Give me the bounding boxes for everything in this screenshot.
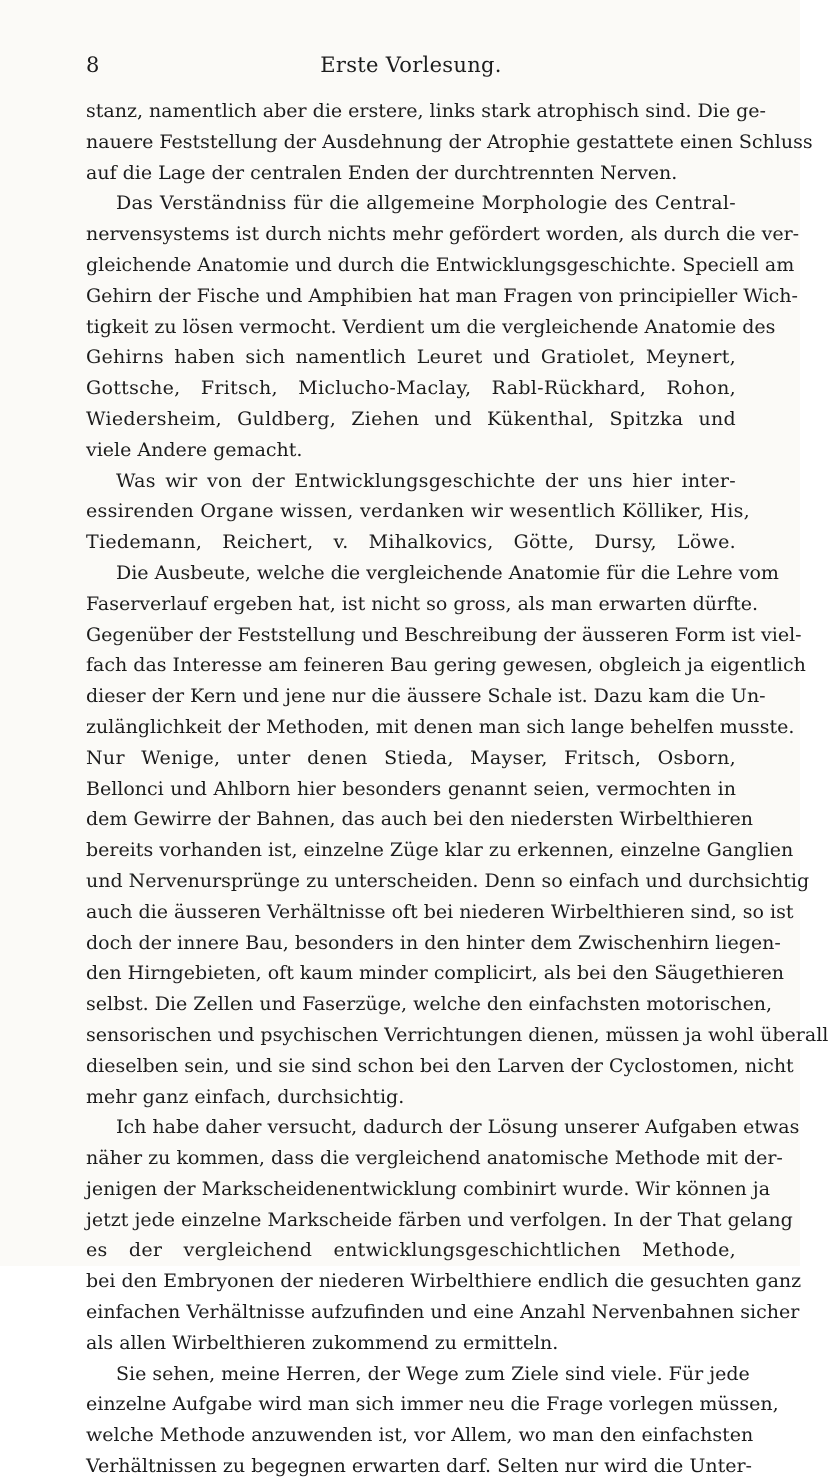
- text-line: es der vergleichend entwicklungsgeschichtlichen Methode,: [86, 1239, 736, 1262]
- text-line: gleichende Anatomie und durch die Entwicklungsgeschichte. Speciell am: [86, 253, 795, 276]
- text-line: einzelne Aufgabe wird man sich immer neu die Frage vorlegen müssen,: [86, 1393, 779, 1416]
- text-line: stanz, namentlich aber die erstere, links stark atrophisch sind. Die ge-: [86, 100, 766, 122]
- text-line: welche Methode anzuwenden ist, vor Allem, wo man den einfachsten: [86, 1424, 754, 1447]
- text-line: näher zu kommen, dass die vergleichend anatomische Methode mit der-: [86, 1147, 783, 1170]
- text-line: Ich habe daher versucht, dadurch der Lösung unserer Aufgaben etwas: [116, 1116, 800, 1139]
- text-line: jenigen der Markscheidenentwicklung combinirt wurde. Wir können ja: [86, 1177, 771, 1200]
- text-line: essirenden Organe wissen, verdanken wir wesentlich Kölliker, His,: [86, 500, 750, 523]
- text-line: mehr ganz einfach, durchsichtig.: [86, 1085, 405, 1108]
- text-line: und Nervenursprünge zu unterscheiden. Denn so einfach und durchsichtig: [86, 869, 810, 892]
- text-line: Was wir von der Entwicklungsgeschichte der uns hier inter-: [116, 469, 736, 492]
- text-line: bei den Embryonen der niederen Wirbelthiere endlich die gesuchten ganz: [86, 1270, 802, 1293]
- text-line: sensorischen und psychischen Verrichtungen dienen, müssen ja wohl überall: [86, 1023, 828, 1046]
- text-line: bereits vorhanden ist, einzelne Züge klar zu erkennen, einzelne Ganglien: [86, 839, 794, 862]
- text-line: dieser der Kern und jene nur die äussere Schale ist. Dazu kam die Un-: [86, 685, 766, 708]
- text-line: Das Verständniss für die allgemeine Morphologie des Central-: [116, 192, 736, 215]
- text-line: zulänglichkeit der Methoden, mit denen man sich lange behelfen musste.: [86, 715, 795, 738]
- text-line: nervensystems ist durch nichts mehr gefördert worden, als durch die ver-: [86, 223, 800, 246]
- text-line: Gegenüber der Feststellung und Beschreibung der äusseren Form ist viel-: [86, 623, 802, 646]
- text-line: als allen Wirbelthieren zukommend zu ermitteln.: [86, 1331, 559, 1354]
- text-line: Gehirn der Fische und Amphibien hat man Fragen von principieller Wich-: [86, 284, 798, 307]
- running-title: Erste Vorlesung.: [320, 53, 502, 77]
- text-line: Wiedersheim, Guldberg, Ziehen und Kükenthal, Spitzka und: [86, 407, 736, 430]
- text-line: Die Ausbeute, welche die vergleichende Anatomie für die Lehre vom: [116, 561, 779, 584]
- text-line: Bellonci und Ahlborn hier besonders genannt seien, vermochten in: [86, 777, 736, 800]
- text-line: einfachen Verhältnisse aufzufinden und eine Anzahl Nervenbahnen sicher: [86, 1301, 800, 1324]
- text-line: viele Andere gemacht.: [86, 438, 303, 461]
- text-line: Tiedemann, Reichert, v. Mihalkovics, Götte, Dursy, Löwe.: [86, 531, 736, 554]
- text-line: dieselben sein, und sie sind schon bei den Larven der Cyclostomen, nicht: [86, 1054, 794, 1077]
- text-line: auch die äusseren Verhältnisse oft bei niederen Wirbelthieren sind, so ist: [86, 900, 794, 923]
- text-line: Verhältnissen zu begegnen erwarten darf. Selten nur wird die Unter-: [86, 1455, 752, 1478]
- text-line: nauere Feststellung der Ausdehnung der Atrophie gestattete einen Schluss: [86, 130, 813, 153]
- text-line: auf die Lage der centralen Enden der durchtrennten Nerven.: [86, 161, 678, 184]
- text-line: Nur Wenige, unter denen Stieda, Mayser, Fritsch, Osborn,: [86, 746, 736, 769]
- body-text: [86, 96, 828, 1482]
- text-line: dem Gewirre der Bahnen, das auch bei den niedersten Wirbelthieren: [86, 808, 754, 831]
- text-line: selbst. Die Zellen und Faserzüge, welche den einfachsten motorischen,: [86, 993, 773, 1016]
- text-line: jetzt jede einzelne Markscheide färben und verfolgen. In der That gelang: [86, 1208, 793, 1231]
- running-head: [86, 50, 736, 80]
- text-line: Sie sehen, meine Herren, der Wege zum Ziele sind viele. Für jede: [116, 1362, 750, 1385]
- text-line: doch der innere Bau, besonders in den hinter dem Zwischenhirn liegen-: [86, 931, 781, 954]
- text-line: tigkeit zu lösen vermocht. Verdient um die vergleichende Anatomie des: [86, 315, 776, 338]
- text-line: Gehirns haben sich namentlich Leuret und Gratiolet, Meynert,: [86, 346, 736, 369]
- text-line: Faserverlauf ergeben hat, ist nicht so gross, als man erwarten dürfte.: [86, 592, 759, 615]
- page-number: 8: [86, 53, 100, 77]
- text-line: den Hirngebieten, oft kaum minder complicirt, als bei den Säugethieren: [86, 962, 784, 985]
- text-line: Gottsche, Fritsch, Miclucho-Maclay, Rabl-Rückhard, Rohon,: [86, 377, 736, 400]
- text-line: fach das Interesse am feineren Bau gering gewesen, obgleich ja eigentlich: [86, 654, 806, 677]
